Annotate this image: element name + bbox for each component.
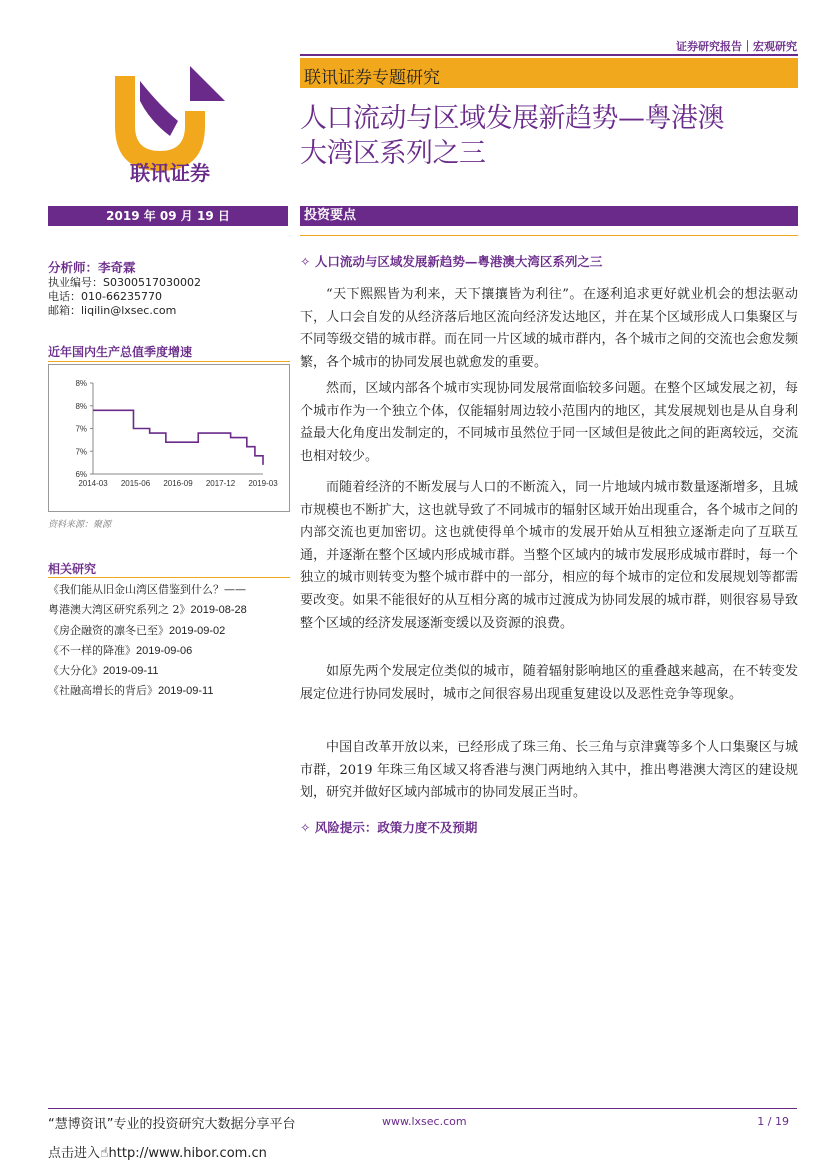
- gdp-chart-svg: [49, 365, 289, 511]
- logo-text: 联讯证券: [130, 163, 210, 185]
- paragraph-2: 然而，区域内部各个城市实现协同发展常面临较多问题。在整个区域发展之初，每个城市作为一个独立个体，仅能辐射周边较小范围内的地区，其发展规划也是从自身利益最大化角度出发制定的，不同城市虽然位于同一区域但是彼此之间的距离较远，交流也相对较少。: [300, 381, 798, 464]
- related-list: [48, 580, 293, 702]
- logo-swoosh: [140, 81, 178, 136]
- gdp-series-line: [93, 410, 263, 465]
- title-line-2: 大湾区系列之三: [300, 138, 486, 169]
- y-tick-label: 6%: [75, 470, 87, 479]
- related-item[interactable]: 《我们能从旧金山湾区借鉴到什么？——: [48, 583, 246, 596]
- analyst-license: 执业编号：S0300517030002: [48, 276, 201, 289]
- related-item[interactable]: 《大分化》2019-09-11: [48, 664, 159, 678]
- click-label: 点击进入: [48, 1146, 101, 1161]
- gdp-chart: [48, 364, 290, 512]
- paragraph-3: 而随着经济的不断发展与人口的不断流入，同一片地域内城市数量逐渐增多，且城市规模也不断扩大，这也就导致了不同城市的辐射区域开始出现重合，各个城市之间的内部交流也更加密切。这也就使得单个城市的发展开始从互相独立逐渐走向了互联互通，并逐渐在整个区域内形成城市群。当整个区域内的城市发展形成城市群时，每一个独立的城市则转变为整个城市群中的一部分，相应的每个城市的定位和发展规划等都需要改变。如果不能很好的从互相分离的城市过渡成为协同发展的城市群，则很容易导致整个区域的经济发展逐渐变缓以及资源的浪费。: [300, 480, 798, 631]
- x-tick-label: 2014-03: [78, 479, 108, 488]
- related-divider: [48, 577, 290, 578]
- invest-divider: [300, 235, 798, 236]
- analyst-name: 分析师：李奇霖: [48, 260, 136, 275]
- hand-pointer-icon: ☝: [100, 1145, 109, 1161]
- x-tick-label: 2019-03: [248, 479, 278, 488]
- related-item[interactable]: 《不一样的降准》2019-09-06: [48, 643, 193, 657]
- hibor-url[interactable]: http://www.hibor.com.cn: [108, 1146, 267, 1161]
- paragraph-5: 中国自改革开放以来，已经形成了珠三角、长三角与京津冀等多个人口集聚区与城市群，2019 年珠三角区域又将香港与澳门两地纳入其中，推出粤港澳大湾区的建设规划，研究并做好区域内部城市的协同发展正当时。: [300, 740, 798, 801]
- analyst-email[interactable]: 邮箱：liqilin@lxsec.com: [48, 304, 177, 317]
- title-line-1: 人口流动与区域发展新趋势—粤港澳: [300, 103, 724, 134]
- related-item[interactable]: 粤港澳大湾区研究系列之 2》2019-08-28: [48, 603, 247, 617]
- related-title: 相关研究: [48, 562, 97, 576]
- x-tick-label: 2016-09: [163, 479, 193, 488]
- footer-link[interactable]: [48, 1142, 267, 1161]
- risk-warning: ✧ 风险提示：政策力度不及预期: [300, 820, 478, 835]
- invest-header: 投资要点: [304, 208, 357, 223]
- analyst-phone: 电话：010-66235770: [48, 290, 162, 303]
- x-tick-label: 2015-06: [120, 479, 151, 488]
- x-tick-label: 2017-12: [205, 479, 236, 488]
- related-item[interactable]: 《社融高增长的背后》2019-09-11: [48, 684, 214, 698]
- footer-watermark: “慧博资讯”专业的投资研究大数据分享平台: [48, 1117, 296, 1132]
- chart-title-divider: [48, 361, 290, 362]
- y-tick-label: 8%: [75, 401, 87, 411]
- report-title: [300, 101, 800, 171]
- report-date: 2019 年 09 月 19 日: [48, 206, 288, 226]
- paragraph-4: 如原先两个发展定位类似的城市，随着辐射影响地区的重叠越来越高，在不转变发展定位进行协同发展时，城市之间很容易出现重复建设以及恶性竞争等现象。: [300, 664, 798, 702]
- y-tick-label: 8%: [75, 379, 87, 388]
- invest-header-bar: [300, 206, 798, 226]
- series-label: 联讯证券专题研究: [304, 68, 440, 88]
- related-item[interactable]: 《房企融资的凛冬已至》2019-09-02: [48, 623, 226, 637]
- y-tick-label: 7%: [75, 424, 87, 434]
- page-number: 1 / 19: [757, 1115, 789, 1128]
- footer-website[interactable]: www.lxsec.com: [382, 1115, 467, 1128]
- section-heading-1: ✧ 人口流动与区域发展新趋势—粤港澳大湾区系列之三: [300, 254, 603, 269]
- chart-source: 资料来源：聚源: [48, 520, 112, 530]
- report-category: 证券研究报告｜宏观研究: [676, 40, 797, 53]
- paragraph-1: “天下熙熙皆为利来，天下攘攘皆为利往”。在逐利追求更好就业机会的想法驱动下，人口会自发的从经济落后地区流向经济发达地区，并在某个区域形成人口集聚区与不同等级交错的城市群。而在同一片区域的城市群内，各个城市之间的交流也会愈发频繁，各个城市的协同发展也就愈发的重要。: [300, 287, 798, 370]
- footer-divider: [48, 1108, 797, 1109]
- logo-wedge: [190, 66, 225, 101]
- header-divider: [300, 54, 798, 56]
- y-tick-label: 7%: [75, 447, 87, 457]
- company-logo: [100, 56, 240, 186]
- chart-title: 近年国内生产总值季度增速: [48, 345, 193, 359]
